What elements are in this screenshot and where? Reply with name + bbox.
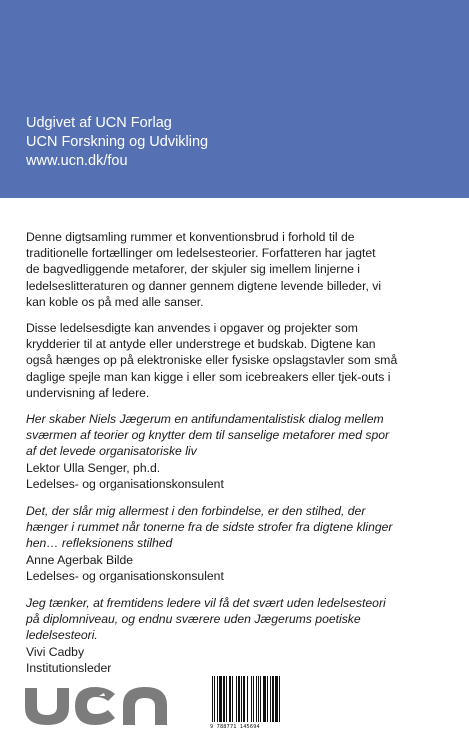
publisher-url[interactable]: www.ucn.dk/fou — [26, 153, 128, 169]
quote-line: hænger i rummet når tonerne fra de sidste strofer fra digtene klinger — [26, 520, 393, 535]
text-line: ledelseslitteraturen og danner gennem digtene levende billeder, vi — [26, 278, 382, 293]
endorsement-quote — [26, 411, 446, 492]
quote-author: Vivi Cadby — [26, 644, 85, 659]
quote-line: Det, der slår mig allermest i den forbindelse, er den stilhed, der — [26, 504, 366, 519]
text-line: Disse ledelsesdigte kan anvendes i opgaver og projekter som — [26, 321, 358, 336]
publisher-department: UCN Forskning og Udvikling — [26, 134, 209, 150]
endorsement-quote — [26, 595, 446, 676]
text-line: kan koble os på med alle sanser. — [26, 294, 204, 309]
isbn-digits: 9 788771 145694 — [210, 724, 260, 730]
quote-line: Her skaber Niels Jægerum en antifundamentalistisk dialog mellem — [26, 412, 384, 427]
quote-role: Ledelses- og organisationskonsulent — [26, 568, 224, 583]
quote-line: sværmen af teorier og knytter dem til sanselige metaforer med spor — [26, 428, 390, 443]
barcode-icon — [210, 676, 283, 724]
text-line: traditionelle fortællinger om ledelsesteorier. Forfatteren har jagtet — [26, 246, 376, 261]
quote-line: ledelsesteori. — [26, 628, 98, 643]
quote-role: Ledelses- og organisationskonsulent — [26, 476, 224, 491]
quote-author: Lektor Ulla Senger, ph.d. — [26, 460, 161, 475]
publisher-block — [26, 114, 208, 171]
publisher-name: Udgivet af UCN Forlag — [26, 115, 172, 131]
text-line: de bagvedliggende metaforer, der skjuler sig imellem linjerne i — [26, 262, 360, 277]
quote-line: af det levede organisatoriske liv — [26, 444, 197, 459]
description-paragraph — [26, 229, 446, 310]
quote-line: Jeg tænker, at fremtidens ledere vil få det svært uden ledelsesteori — [26, 596, 386, 611]
usage-paragraph — [26, 320, 446, 401]
quote-line: på diplomniveau, og endnu sværere uden Jægerums poetiske — [26, 612, 361, 627]
text-line: Denne digtsamling rummer et konventionsbrud i forhold til de — [26, 230, 355, 244]
ucn-logo — [23, 684, 205, 726]
quote-line: hen… refleksionens stilhed — [26, 536, 173, 551]
text-line: undervisning af ledere. — [26, 385, 150, 400]
endorsement-quote — [26, 503, 446, 584]
text-line: daglige spejle man kan kigge i eller som icebreakers eller tjek-outs i — [26, 369, 391, 384]
text-line: krydderier til at antyde eller understrege et budskab. Digtene kan — [26, 337, 376, 352]
ucn-logo-icon — [23, 684, 205, 726]
quote-author: Anne Agerbak Bilde — [26, 552, 134, 567]
quote-role: Institutionsleder — [26, 660, 112, 675]
back-cover-text — [26, 229, 446, 687]
text-line: også hænges op på elektroniske eller fysiske opslagstavler som små — [26, 353, 398, 368]
